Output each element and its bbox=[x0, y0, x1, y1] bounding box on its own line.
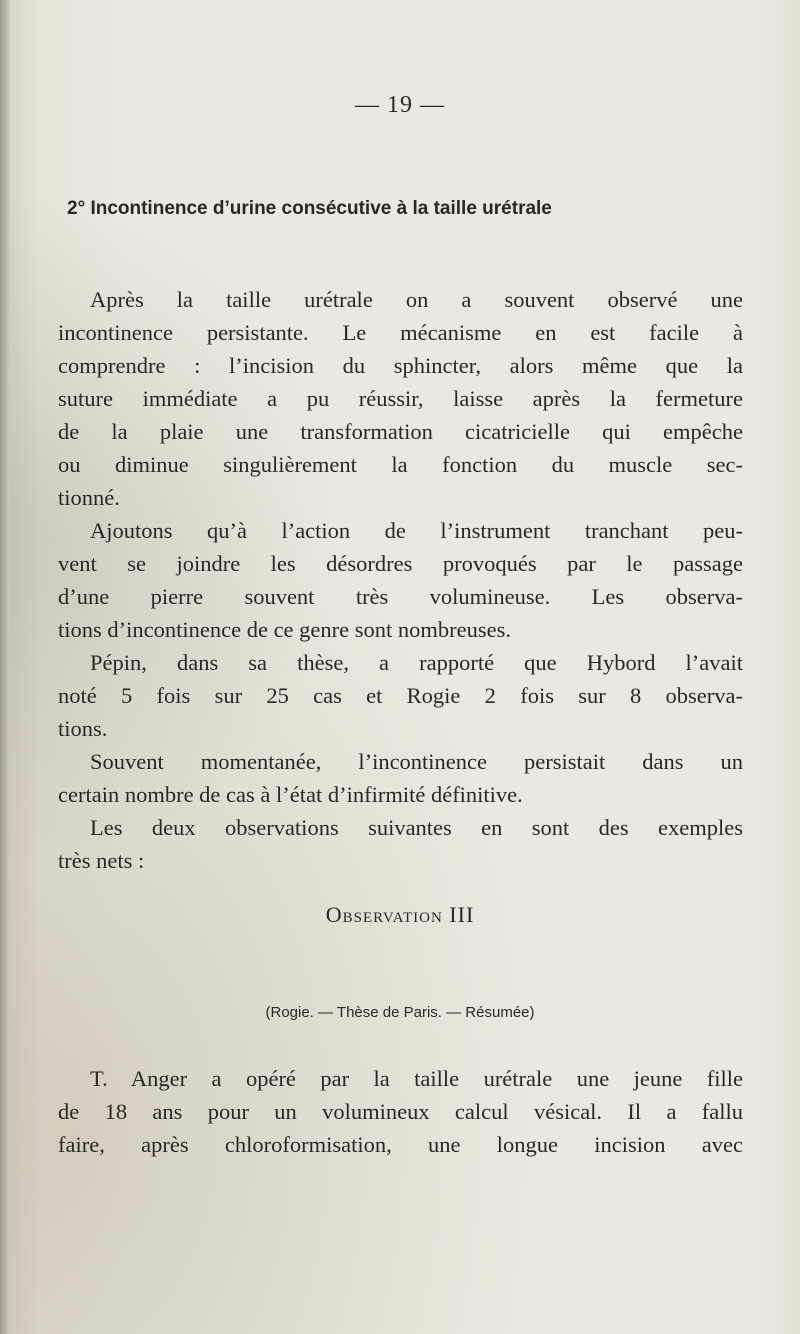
text-line: ou diminue singulièrement la fonction du muscle sec- bbox=[58, 452, 743, 477]
page-edge-shadow bbox=[0, 0, 10, 1334]
text-line: comprendre : l’incision du sphincter, alors même que la bbox=[58, 353, 743, 378]
text-line: tions d’incontinence de ce genre sont nombreuses. bbox=[58, 617, 511, 642]
text-line: Pépin, dans sa thèse, a rapporté que Hybord l’avait bbox=[90, 650, 743, 675]
text-line: d’une pierre souvent très volumineuse. Les observa- bbox=[58, 584, 743, 609]
page-number: — 19 — bbox=[355, 92, 445, 118]
text-line: tions. bbox=[58, 716, 108, 741]
section-heading: 2° Incontinence d’urine consécutive à la taille urétrale bbox=[67, 198, 552, 219]
paragraph-1 bbox=[58, 283, 743, 514]
text-line: Après la taille urétrale on a souvent observé une bbox=[90, 287, 743, 312]
text-line: de 18 ans pour un volumineux calcul vésical. Il a fallu bbox=[58, 1099, 743, 1124]
text-line: Ajoutons qu’à l’action de l’instrument tranchant peu- bbox=[90, 518, 743, 543]
paragraph-5 bbox=[58, 811, 743, 877]
text-line: vent se joindre les désordres provoqués par le passage bbox=[58, 551, 743, 576]
text-line: Souvent momentanée, l’incontinence persistait dans un bbox=[90, 749, 743, 774]
paragraph-2 bbox=[58, 514, 743, 646]
text-line: tionné. bbox=[58, 485, 120, 510]
observation-paragraph bbox=[58, 1062, 743, 1161]
text-line: de la plaie une transformation cicatricielle qui empêche bbox=[58, 419, 743, 444]
paragraph-4 bbox=[58, 745, 743, 811]
observation-title: Observation III bbox=[325, 902, 475, 927]
text-line: noté 5 fois sur 25 cas et Rogie 2 fois sur 8 observa- bbox=[58, 683, 743, 708]
text-line: suture immédiate a pu réussir, laisse après la fermeture bbox=[58, 386, 743, 411]
text-line: incontinence persistante. Le mécanisme en est facile à bbox=[58, 320, 743, 345]
text-line: faire, après chloroformisation, une longue incision avec bbox=[58, 1132, 743, 1157]
text-line: Les deux observations suivantes en sont des exemples bbox=[90, 815, 743, 840]
observation-source: (Rogie. — Thèse de Paris. — Résumée) bbox=[265, 1004, 535, 1021]
paragraph-3 bbox=[58, 646, 743, 745]
text-line: certain nombre de cas à l’état d’infirmité définitive. bbox=[58, 782, 523, 807]
text-line: T. Anger a opéré par la taille urétrale une jeune fille bbox=[90, 1066, 743, 1091]
text-line: très nets : bbox=[58, 848, 145, 873]
